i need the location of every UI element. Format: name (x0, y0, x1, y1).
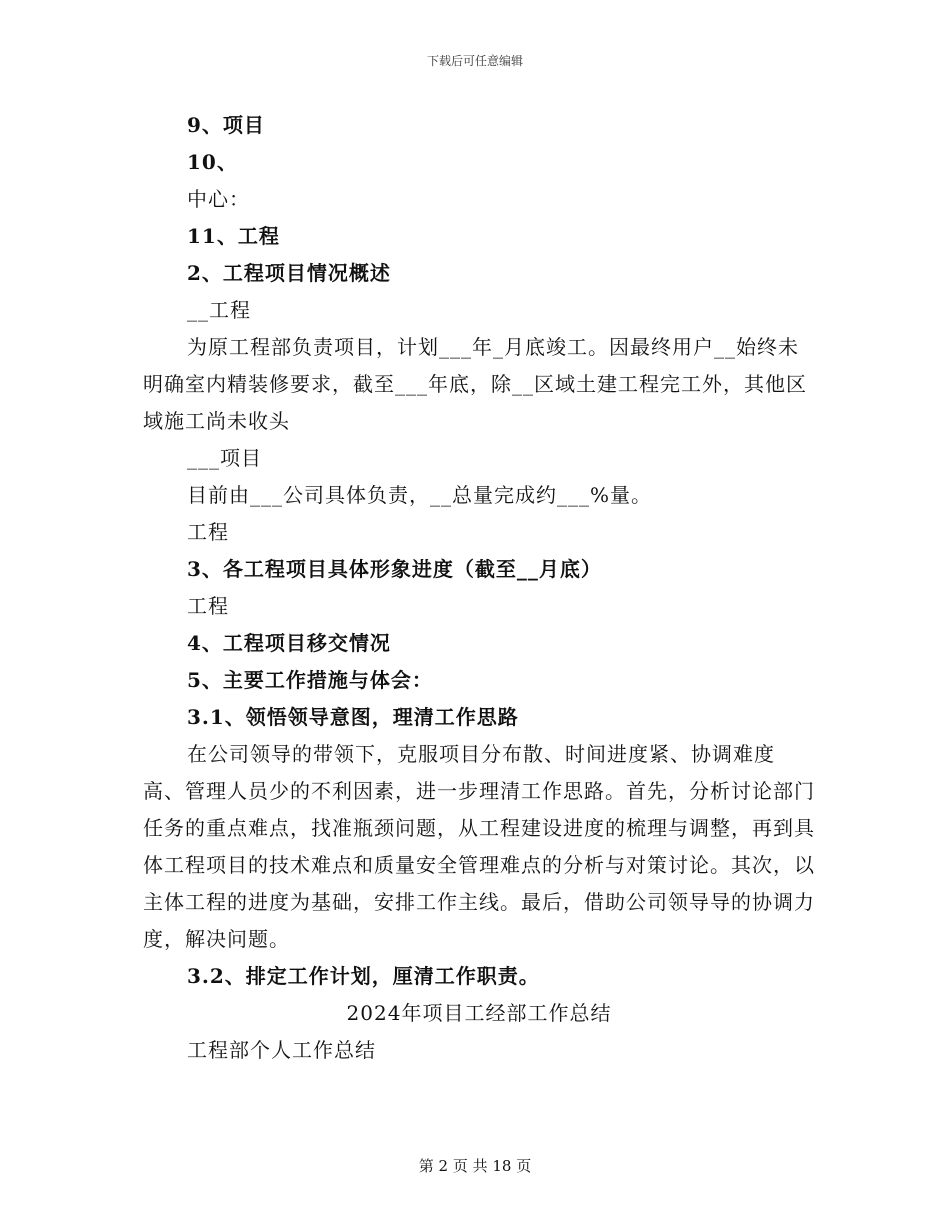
project-label-3: 工程 (187, 520, 229, 544)
list-item-11: 11、工程 (187, 224, 280, 248)
project-label-4: 工程 (187, 594, 229, 618)
section-heading-3: 3、各工程项目具体形象进度（截至__月底） (187, 557, 602, 581)
subsection-heading-3-2: 3.2、排定工作计划，厘清工作职责。 (187, 964, 540, 988)
list-item-10: 10、 (187, 150, 238, 174)
section-heading-5: 5、主要工作措施与体会： (187, 668, 433, 692)
section-heading-4: 4、工程项目移交情况 (187, 631, 391, 655)
page-footer: 第 2 页 共 18 页 (418, 1157, 532, 1175)
paragraph-overview: 为原工程部负责项目，计划___年_月底竣工。因最终用户__始终未明确室内精装修要求，截至___年底，除__区域土建工程完工外，其他区域施工尚未收头 (143, 335, 807, 433)
text-center-label: 中心： (187, 187, 250, 211)
project-label: __工程 (187, 298, 251, 322)
document-subtitle: 工程部个人工作总结 (187, 1038, 376, 1062)
progress-text: 目前由___公司具体负责，__总量完成约___%量。 (187, 483, 653, 507)
subsection-heading-3-1: 3.1、领悟领导意图，理清工作思路 (187, 705, 519, 729)
document-title: 2024年项目工经部工作总结 (346, 1001, 612, 1025)
document-body (143, 107, 815, 1069)
list-item-9: 9、项目 (187, 113, 265, 137)
project-label-2: ___项目 (187, 446, 262, 470)
paragraph-work-approach: 在公司领导的带领下，克服项目分布散、时间进度紧、协调难度高、管理人员少的不利因素，进一步理清工作思路。首先，分析讨论部门任务的重点难点，找准瓶颈问题，从工程建设进度的梳理与调整，再到具体工程项目的技术难点和质量安全管理难点的分析与对策讨论。其次，以主体工程的进度为基础，安排工作主线。最后，借助公司领导导的协调力度，解决问题。 (143, 742, 815, 951)
page-header: 下载后可任意编辑 (426, 54, 523, 68)
section-heading-2: 2、工程项目情况概述 (187, 261, 391, 285)
